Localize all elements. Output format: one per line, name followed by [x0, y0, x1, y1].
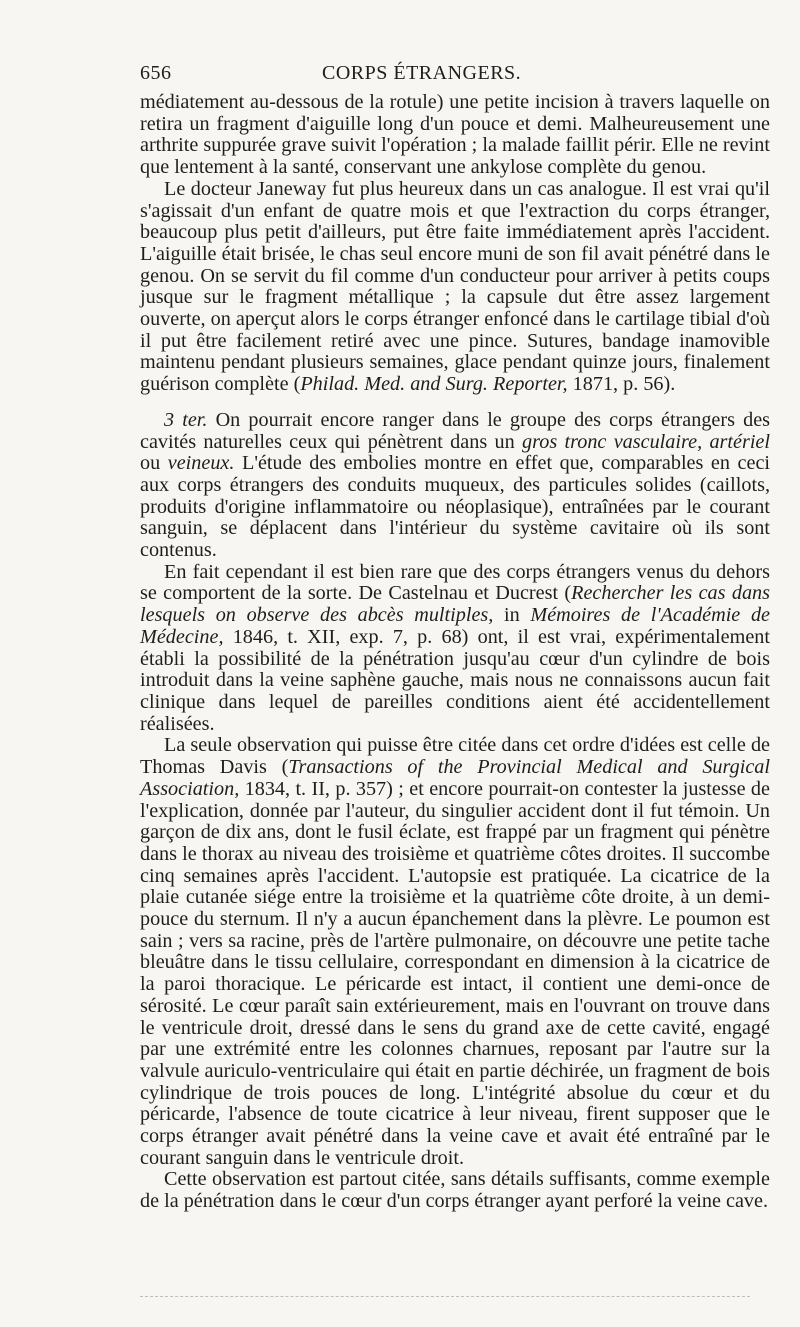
running-title: CORPS ÉTRANGERS. [322, 62, 522, 84]
page-header [140, 62, 770, 92]
paragraph-conclusion: Cette observation est partout citée, sans détails suffisants, comme exemple de la pénétration dans le cœur d'un corps étranger ayant perforé la veine cave. [140, 1168, 770, 1213]
page-number: 656 [140, 62, 172, 84]
paragraph-janeway-case [140, 179, 770, 396]
paragraph-text: Le docteur Janeway fut plus heureux dans un cas analogue. Il est vrai qu'il s'agissait d'un enfant de quatre mois et que l'extraction du corps étranger, beaucoup plus petit d'ailleurs, put être faite immédiatement après l'accident. L'aiguille était brisée, le chas seul encore muni de son fil avait pénétré dans le genou. On se servit du fil comme d'un conducteur pour arriver à petits coups jusque sur le fragment métallique ; la capsule dut être assez largement ouverte, on aperçut alors le corps étranger enfoncé dans le cartilage tibial d'où il put être facilement retiré avec une pince. Sutures, bandage inamovible maintenu pendant plusieurs semaines, glace pendant quinze jours, finalement guérison complète ( [140, 177, 770, 396]
paragraph-text: 1834, t. II, p. 357) ; et encore pourrait-on contester la justesse de l'explication, donnée par l'auteur, du singulier accident dont il fut témoin. Un garçon de dix ans, dont le fusil éclate, est frappé par un fragment qui pénètre dans le thorax au niveau des troisième et quatrième côtes droites. Il succombe cinq semaines après l'accident. L'autopsie est pratiquée. La cicatrice de la plaie cutanée siége entre la troisième et la quatrième côte droite, à un demi-pouce du sternum. Il n'y a aucun épanchement dans la plèvre. Le poumon est sain ; vers sa racine, près de l'artère pulmonaire, on découvre une petite tache bleuâtre dans le tissu cellulaire, correspondant en dimension à la cicatrice de la paroi thoracique. Le péricarde est intact, il contient une demi-once de sérosité. Le cœur paraît sain extérieurement, mais en l'ouvrant on trouve dans le ventricule droit, dressé dans le sens du grand axe de cette cavité, engagé par une extrémité entre les colonnes charnues, reposant par l'autre sur la valvule auriculo-ventriculaire qui était en partie déchirée, un fragment de bois cylindrique de trois pouces de long. L'intégrité absolue du cœur et du péricarde, l'absence de toute cicatrice à leur niveau, firent supposer que le corps étranger avait pénétré dans la veine cave et avait été entraîné par le courant sanguin dans le ventricule droit. [140, 777, 770, 1169]
paragraph-castelnau [140, 562, 770, 736]
paragraph-davis-observation [140, 735, 770, 1169]
paragraph-continuation: médiatement au-dessous de la rotule) une petite incision à travers laquelle on retira un fragment d'aiguille long d'un pouce et demi. Malheureusement une arthrite suppurée grave suivit l'opération ; la malade faillit périr. Elle ne revint que lentement à la santé, conservant une ankylose complète du genou. [140, 91, 770, 179]
paragraph-text: in [493, 604, 531, 627]
citation-title: Rechercher les cas dans lesquels on observe des abcès multiples, [140, 582, 770, 627]
paragraph-text: En fait cependant il est bien rare que des corps étrangers venus du dehors se comportent de la sorte. De Castelnau et Ducrest ( [140, 560, 770, 605]
citation-journal: Transactions of the Provincial Medical and Surgical Association, [140, 756, 771, 800]
paragraph-3-ter [140, 410, 770, 562]
citation-details: 1871, p. 56). [567, 373, 676, 396]
paragraph-text: La seule observation qui puisse être citée dans cet ordre d'idées est celle de Thomas Davis ( [140, 734, 770, 779]
section-label: 3 ter. [164, 408, 208, 431]
citation-journal: Mémoires de l'Académie de Médecine, [140, 604, 770, 648]
paragraph-text: 1846, t. XII, exp. 7, p. 68) ont, il est vrai, expérimentalement établi la possibilité de la pénétration jusqu'au cœur d'un cylindre de bois introduit dans la veine saphène gauche, mais nous ne connaissons aucun fait clinique dans lequel de pareilles conditions aient été accidentellement réalisées. [140, 625, 770, 735]
citation-journal: Philad. Med. and Surg. Reporter, [300, 373, 568, 396]
paragraph-text: On pourrait encore ranger dans le groupe des corps étrangers des cavités naturelles ceux qui pénètrent dans un [140, 408, 771, 453]
paragraph-text: L'étude des embolies montre en effet que, comparables en ceci aux corps étrangers des conduits muqueux, des particules solides (caillots, produits d'origine inflammatoire ou néoplasique), entraînées par le courant sanguin, se déplacent dans l'intérieur du système cavitaire où ils sont contenus. [140, 452, 771, 562]
section-gap [140, 396, 770, 410]
emphasis-term: gros tronc vasculaire, artériel [522, 430, 770, 453]
paragraph-text: ou [140, 452, 168, 475]
bottom-rule [140, 1296, 750, 1297]
emphasis-term: veineux. [167, 452, 235, 475]
